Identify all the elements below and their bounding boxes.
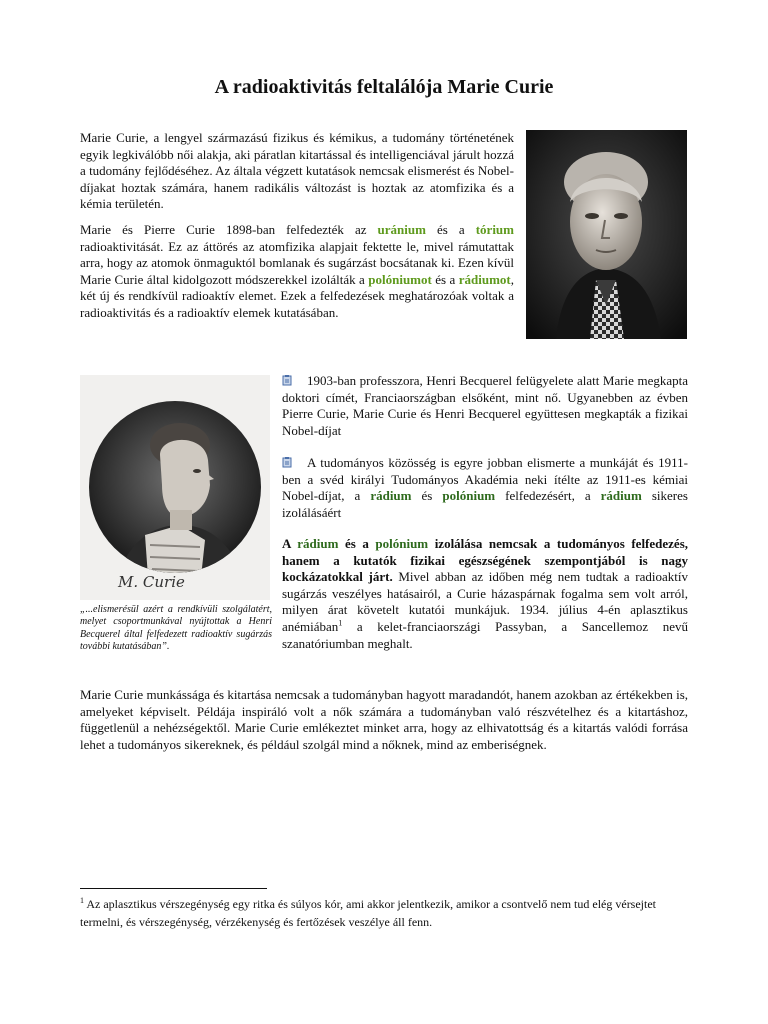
document-title: A radioaktivitás feltalálója Marie Curie xyxy=(214,76,554,98)
uranium-term: uránium xyxy=(377,222,426,237)
document-list-icon xyxy=(282,374,293,385)
bullet-item-1911: A tudományos közösség is egyre jobban elismerte a munkáját és 1911-ben a svéd királyi Tudományos Akadémia neki ítélte az 1911-es kémiai Nobel-díjat, a rádium és polónium felfedezésért, a rádium sikeres izolálásáért xyxy=(282,455,688,520)
physics-nobel-prize: fizikai Nobel-díjat xyxy=(282,406,688,438)
radium-term: rádium xyxy=(297,536,339,551)
footnote-divider xyxy=(80,888,267,889)
radium-term: rádiumot xyxy=(458,271,511,287)
pierre-name: Pierre Curie xyxy=(282,406,346,422)
profile-portrait-photo xyxy=(80,375,270,600)
bullet-item-1903: 1903-ban professzora, Henri Becquerel felügyelete alatt Marie megkapta doktori címét, Franciaországban elsőként, mint nő. Ugyanebben az évben Pierre Curie, Marie Curie és Henri Becquerel együttesen megkapták a fizikai Nobel-díjat xyxy=(282,373,688,438)
document-list-icon xyxy=(282,456,293,467)
portrait-illustration xyxy=(526,130,687,339)
closing-paragraph: Marie Curie munkássága és kitartása nemcsak a tudományban hagyott maradandót, hanem azokban az értékekben is, amelyeket képviselt. Példája inspiráló volt a nők számára a tudományban való részvételhez és a kitartáshoz, függetlenül a nehézségektől. Marie Curie emlékeztet minket arra, hogy az elhivatottság és a kitartás valódi forrása lehet a tudományos sikereknek, és például szolgál mind a nőknek, mind az emberiségnek. xyxy=(80,687,688,752)
radium-term: rádium xyxy=(370,488,412,504)
health-risk-paragraph: A rádium és a polónium izolálása nemcsak a tudományos felfedezés, hanem a kutatók fizikai egészségének szempontjából is nagy kockázatokkal járt. Mivel abban az időben még nem tudtak a radioaktív sugárzás veszélyes hatásairól, a Curie házaspárnak fogalma sem volt arról, milyen árat követelt kutatói munkájuk. 1934. július 4-én aplasztikus anémiában$^1$ a kelet-franciaországi Passyban, a Sancellemoz nevű szanatóriumban meghalt. xyxy=(282,536,689,651)
footnote: $^1$ Az aplasztikus vérszegénység egy ritka és súlyos kór, ami akkor jelentkezik, amikor a csontvelő nem tud elég vérsejtet termelni, és vérszegénység, vérzékenység és fertőzések veszélye áll fenn. xyxy=(80,896,657,929)
radium-term: rádium xyxy=(600,488,642,504)
polonium-term: polónium xyxy=(375,536,429,551)
footnote-reference[interactable]: 1 xyxy=(338,618,343,628)
becquerel-name: Henri Becquerel xyxy=(426,373,513,388)
discovery-paragraph: Marie és Pierre Curie 1898-ban felfedezték az uránium és a tórium radioaktivitását. Ez az áttörés az atomfizika alapjait fektette le, mivel rámutattak arra, hogy az atomok önmaguktól bomlanak és sugárzást bocsátanak ki. Ezen kívül Marie Curie által kidolgozott módszerekkel izolálták a polóniumot és a rádiumot, két új és rendkívül radioaktív elemet. Ezek a felfedezések meghatározóak voltak a radioaktivitás és a radioaktív elemek kutatásában. xyxy=(80,222,514,320)
chemistry-nobel-prize: kémiai Nobel-díjat xyxy=(282,471,688,504)
signature: M. Curie xyxy=(118,573,185,591)
profile-portrait-illustration xyxy=(80,375,270,600)
thorium-term: tórium xyxy=(475,222,514,237)
polonium-term: polóniumot xyxy=(368,271,432,287)
polonium-term: polónium xyxy=(442,488,496,504)
photo-caption: „...elismerésül azért a rendkívüli szolgálatért, melyet csoportmunkával nyújtottak a Henri Becquerel által felfedezett radioaktív sugárzás további kutatásában”. xyxy=(80,604,272,653)
intro-paragraph: Marie Curie, a lengyel származású fizikus és kémikus, a tudomány történetének egyik legkiválóbb női alakja, aki páratlan kitartással és intelligenciával járult hozzá a tudomány fejlődéséhez. Az általa végzett kutatások nemcsak elismerést és Nobel-díjakat hoztak számára, hanem radikális változást is hoztak az atomfizika és a kémia területén. xyxy=(80,130,514,212)
footnote-number: 1 xyxy=(80,896,84,905)
portrait-photo xyxy=(526,130,687,339)
